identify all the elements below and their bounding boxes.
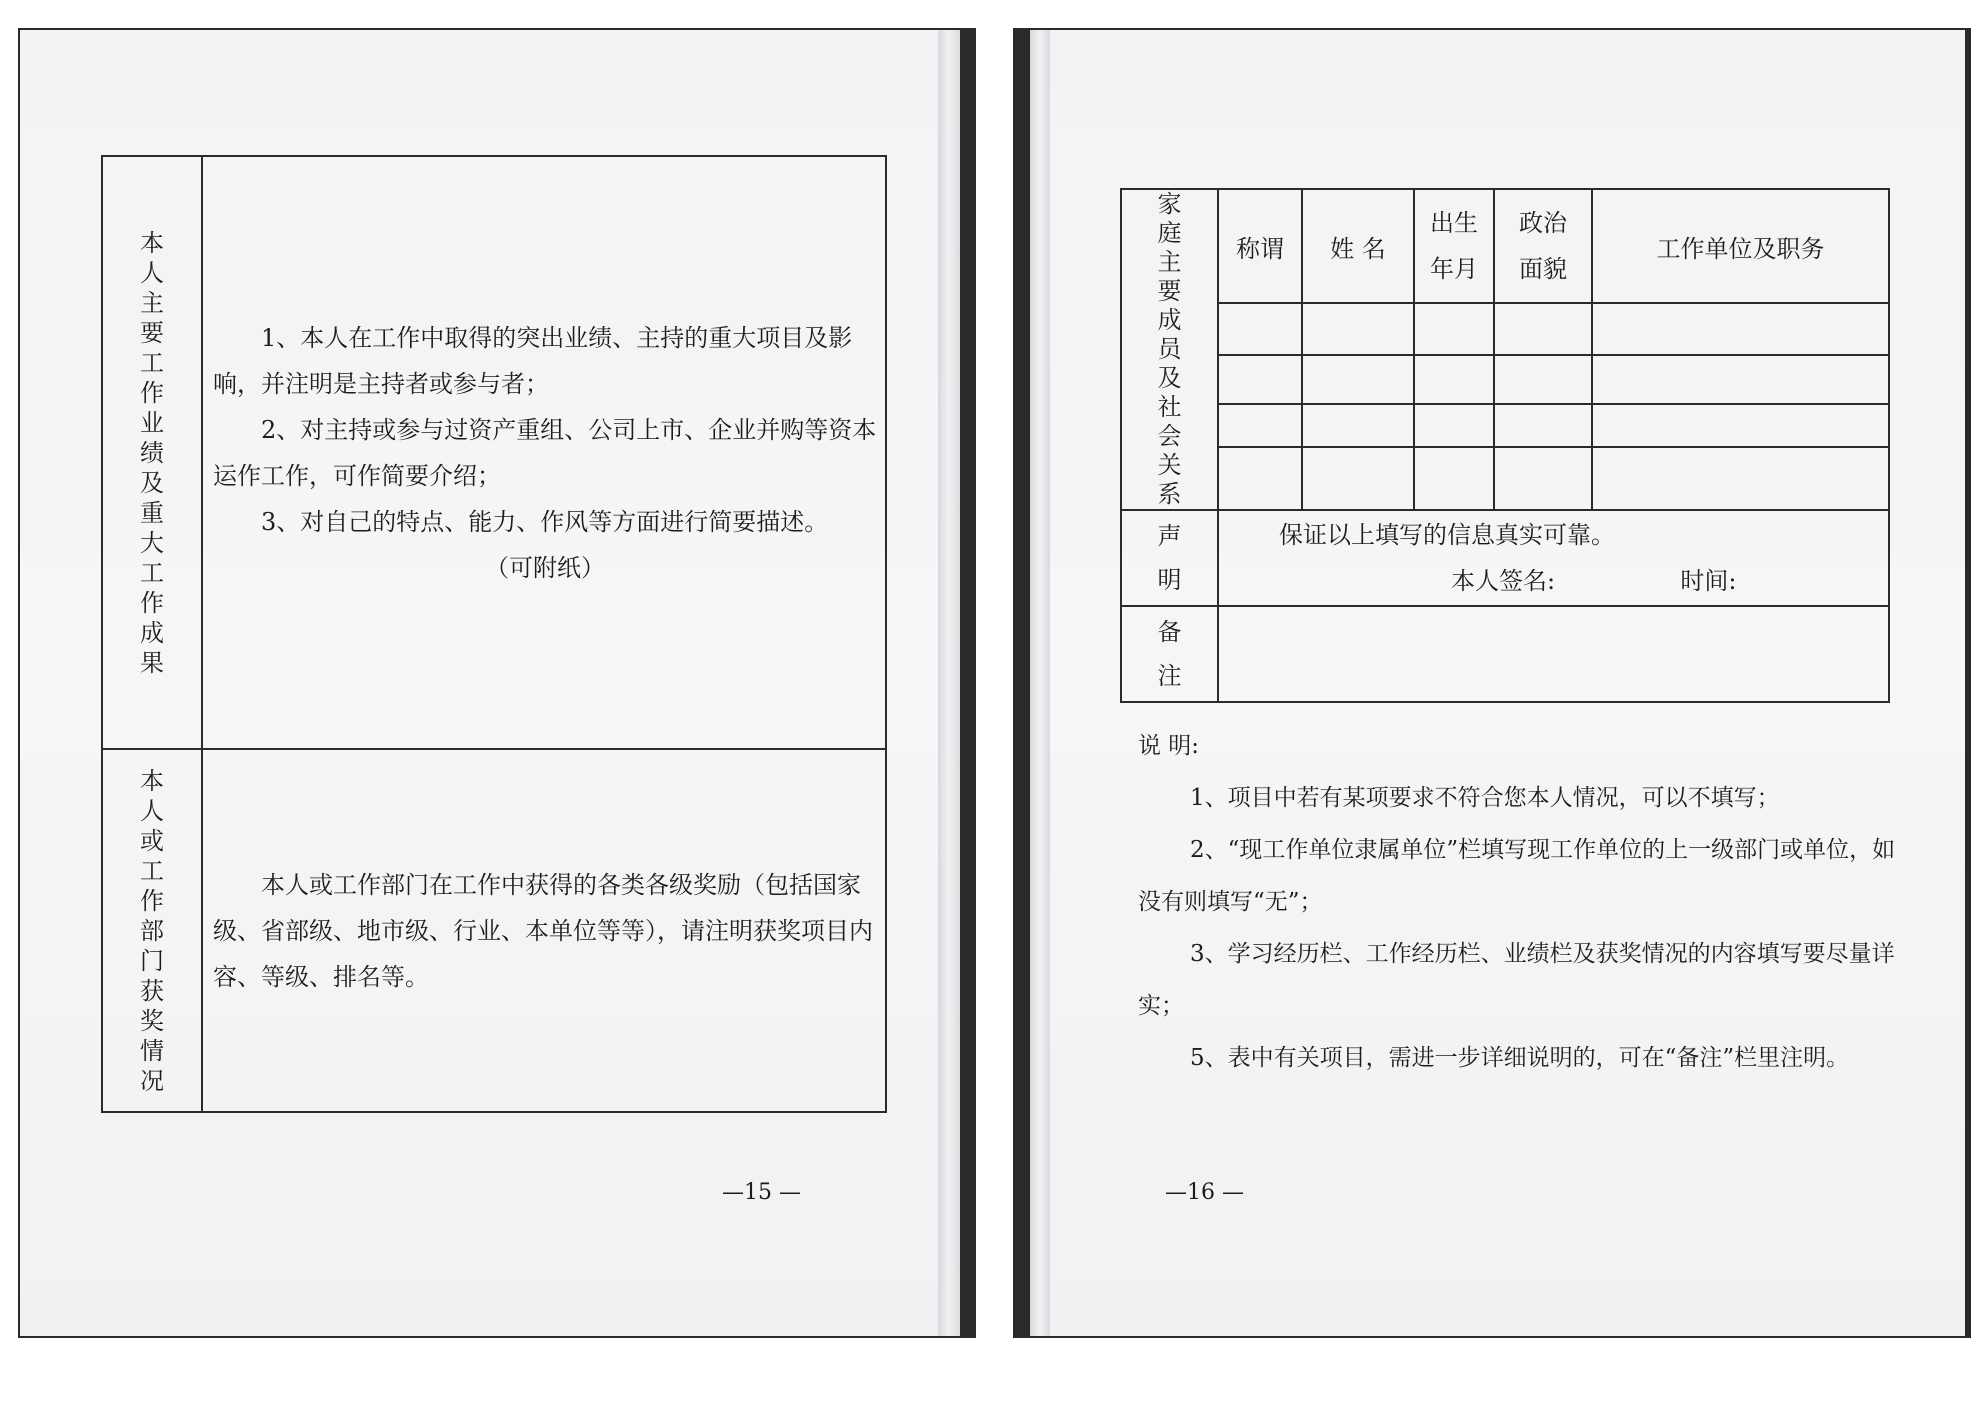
achievements-table xyxy=(101,155,887,1113)
awards-label: 本 人 或 工 作 部 门 获 奖 情 况 xyxy=(102,749,202,1112)
header-work: 工作单位及职务 xyxy=(1592,189,1889,303)
family-row xyxy=(1121,355,1889,404)
family-row xyxy=(1121,404,1889,447)
signature-label: 本人签名: xyxy=(1451,567,1556,595)
instruction-item-5: 5、表中有关项目，需进一步详细说明的，可在“备注”栏里注明。 xyxy=(1190,1045,1850,1071)
remarks-content[interactable] xyxy=(1218,606,1889,702)
instructions-title: 说 明: xyxy=(1138,733,1200,759)
page-number-left: —15 — xyxy=(722,1180,801,1205)
declaration-content[interactable] xyxy=(1218,510,1889,606)
header-name: 姓 名 xyxy=(1302,189,1414,303)
declaration-label: 声 明 xyxy=(1121,510,1218,606)
remarks-label: 备 注 xyxy=(1121,606,1218,702)
declaration-text: 保证以上填写的信息真实可靠。 xyxy=(1279,521,1615,549)
header-political: 政治 面貌 xyxy=(1494,189,1592,303)
achievement-item-1: 1、本人在工作中取得的突出业绩、主持的重大项目及影响，并注明是主持者或参与者； xyxy=(213,323,853,398)
time-label: 时间: xyxy=(1680,567,1737,595)
achievement-item-2: 2、对主持或参与过资产重组、公司上市、企业并购等资本运作工作，可作简要介绍； xyxy=(213,415,877,490)
instructions xyxy=(1138,720,1898,1084)
header-birth: 出生 年月 xyxy=(1414,189,1494,303)
family-row xyxy=(1121,447,1889,510)
instruction-item-2: 2、“现工作单位隶属单位”栏填写现工作单位的上一级部门或单位，如没有则填写“无”； xyxy=(1138,837,1896,915)
attachment-note: （可附纸） xyxy=(485,553,605,582)
instruction-item-1: 1、项目中若有某项要求不符合您本人情况，可以不填写； xyxy=(1190,785,1780,811)
awards-content[interactable] xyxy=(202,749,886,1112)
achievements-content[interactable] xyxy=(202,156,886,749)
header-relation: 称谓 xyxy=(1218,189,1302,303)
page-number-right: —16 — xyxy=(1165,1180,1244,1205)
achievement-item-3: 3、对自己的特点、能力、作风等方面进行简要描述。 xyxy=(261,507,829,536)
instruction-item-3: 3、学习经历栏、工作经历栏、业绩栏及获奖情况的内容填写要尽量详实； xyxy=(1138,941,1895,1019)
awards-text: 本人或工作部门在工作中获得的各类各级奖励（包括国家级、省部级、地市级、行业、本单位等等），请注明获奖项目内容、等级、排名等。 xyxy=(213,870,873,991)
family-label: 家 庭 主 要 成 员 及 社 会 关 系 xyxy=(1121,189,1218,510)
achievements-label: 本 人 主 要 工 作 业 绩 及 重 大 工 作 成 果 xyxy=(102,156,202,749)
family-row xyxy=(1121,303,1889,354)
family-table xyxy=(1120,188,1890,703)
